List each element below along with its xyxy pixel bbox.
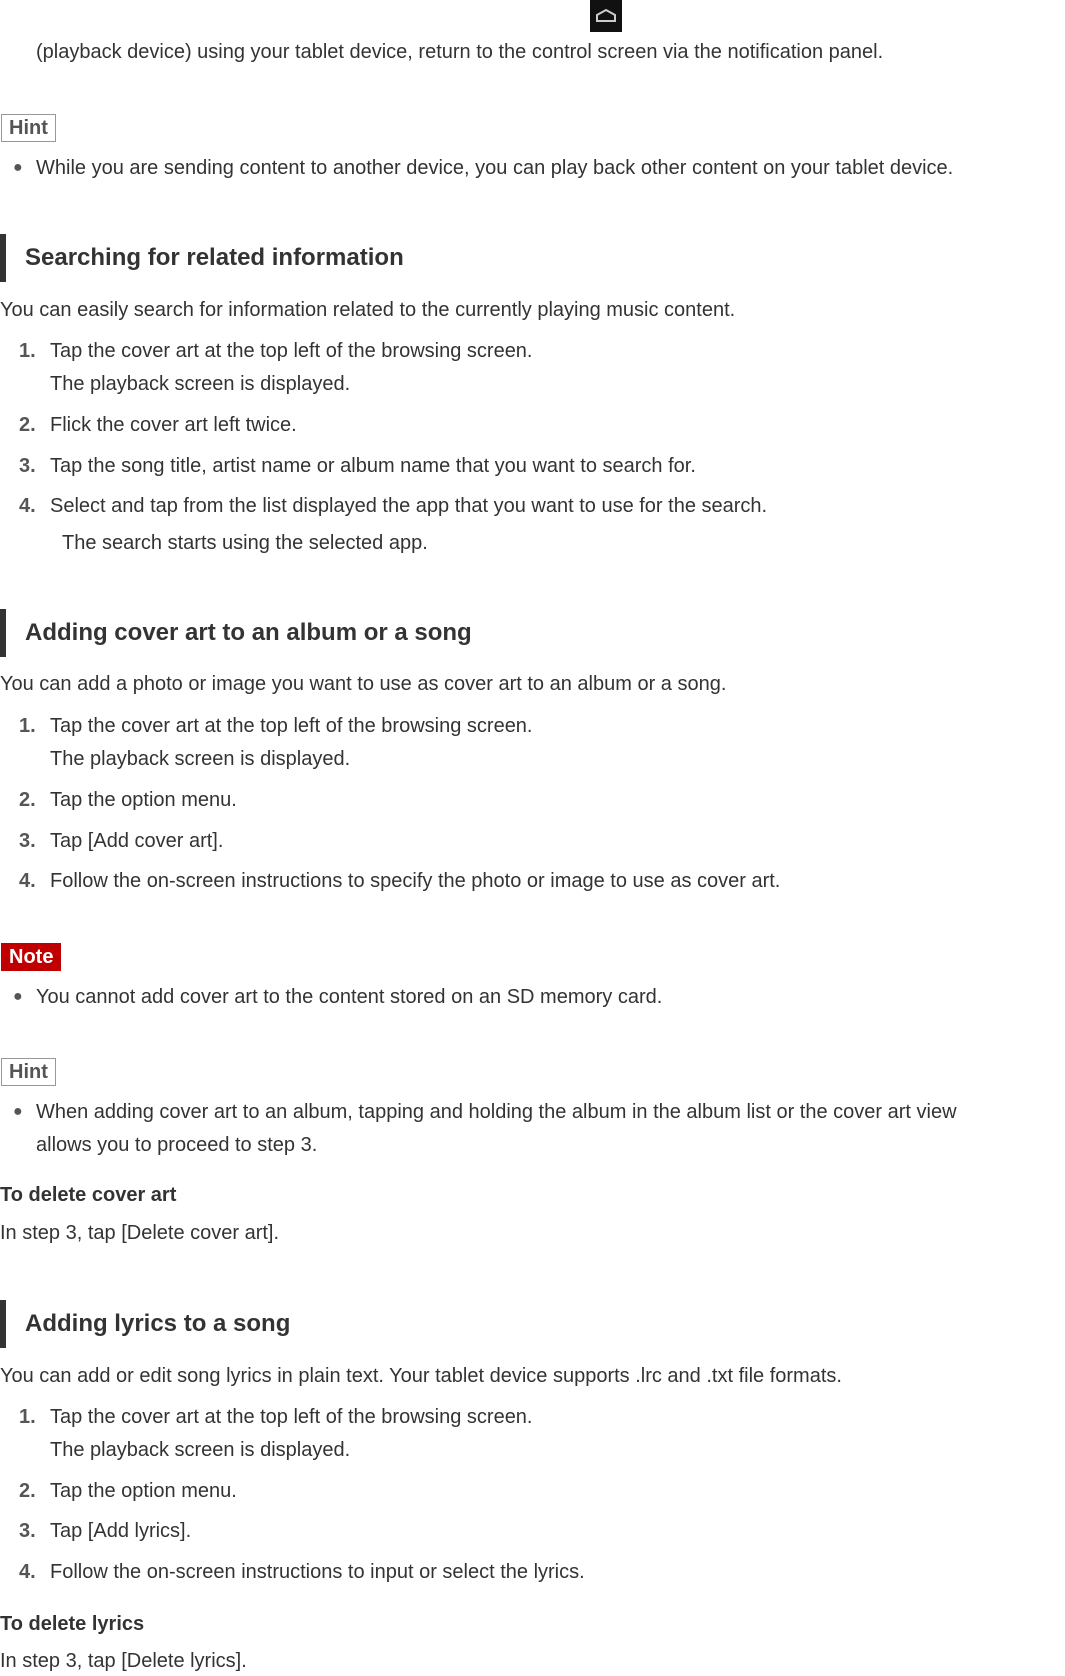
home-icon xyxy=(590,0,622,32)
section-intro: You can add a photo or image you want to use as cover art to an album or a song. xyxy=(0,673,727,695)
section-intro: You can add or edit song lyrics in plain text. Your tablet device supports .lrc and .txt file formats. xyxy=(0,1365,842,1387)
step-result: The search starts using the selected app. xyxy=(62,532,428,554)
step-number: 4. xyxy=(19,870,36,892)
hint-item: While you are sending content to another device, you can play back other content on your tablet device. xyxy=(36,157,954,179)
step-number: 2. xyxy=(19,789,36,811)
step-result: The playback screen is displayed. xyxy=(50,748,351,770)
step-text: Tap [Add lyrics]. xyxy=(50,1520,192,1542)
step-text: Tap the cover art at the top left of the browsing screen. xyxy=(50,340,533,362)
step-text: Follow the on-screen instructions to specify the photo or image to use as cover art. xyxy=(50,870,781,892)
delete-lyrics-title: To delete lyrics xyxy=(0,1613,145,1635)
section-heading-search: Searching for related information xyxy=(0,234,1060,282)
delete-cover-art-text: In step 3, tap [Delete cover art]. xyxy=(0,1222,280,1244)
step-text: Tap the song title, artist name or album name that you want to search for. xyxy=(50,455,696,477)
step-result: The playback screen is displayed. xyxy=(50,373,351,395)
intro-line: (playback device) using your tablet device, return to the control screen via the notification panel. xyxy=(36,41,884,63)
bullet: ● xyxy=(13,1103,23,1120)
step-text: Tap the cover art at the top left of the browsing screen. xyxy=(50,1406,533,1428)
step-result: The playback screen is displayed. xyxy=(50,1439,351,1461)
note-label: Note xyxy=(1,943,61,971)
step-text: Select and tap from the list displayed the app that you want to use for the search. xyxy=(50,495,768,517)
step-text: Tap the option menu. xyxy=(50,789,237,811)
step-text: Tap the cover art at the top left of the browsing screen. xyxy=(50,715,533,737)
delete-cover-art-title: To delete cover art xyxy=(0,1184,177,1206)
step-number: 1. xyxy=(19,715,36,737)
step-number: 4. xyxy=(19,1561,36,1583)
section-heading-lyrics: Adding lyrics to a song xyxy=(0,1300,1060,1348)
step-text: Follow the on-screen instructions to input or select the lyrics. xyxy=(50,1561,585,1583)
section-intro: You can easily search for information related to the currently playing music content. xyxy=(0,299,736,321)
step-number: 3. xyxy=(19,455,36,477)
hint-label: Hint xyxy=(1,114,56,142)
step-number: 2. xyxy=(19,414,36,436)
hint-item-line-1: When adding cover art to an album, tapping and holding the album in the album list or the cover art view xyxy=(36,1101,957,1123)
hint-item-line-2: allows you to proceed to step 3. xyxy=(36,1134,318,1156)
step-text: Tap the option menu. xyxy=(50,1480,237,1502)
step-number: 3. xyxy=(19,830,36,852)
delete-lyrics-text: In step 3, tap [Delete lyrics]. xyxy=(0,1650,247,1672)
bullet: ● xyxy=(13,988,23,1005)
hint-label: Hint xyxy=(1,1058,56,1086)
note-item: You cannot add cover art to the content stored on an SD memory card. xyxy=(36,986,663,1008)
step-number: 1. xyxy=(19,340,36,362)
bullet: ● xyxy=(13,159,23,176)
step-text: Tap [Add cover art]. xyxy=(50,830,224,852)
section-heading-cover-art: Adding cover art to an album or a song xyxy=(0,609,1060,657)
step-number: 3. xyxy=(19,1520,36,1542)
step-number: 1. xyxy=(19,1406,36,1428)
step-text: Flick the cover art left twice. xyxy=(50,414,297,436)
step-number: 4. xyxy=(19,495,36,517)
step-number: 2. xyxy=(19,1480,36,1502)
